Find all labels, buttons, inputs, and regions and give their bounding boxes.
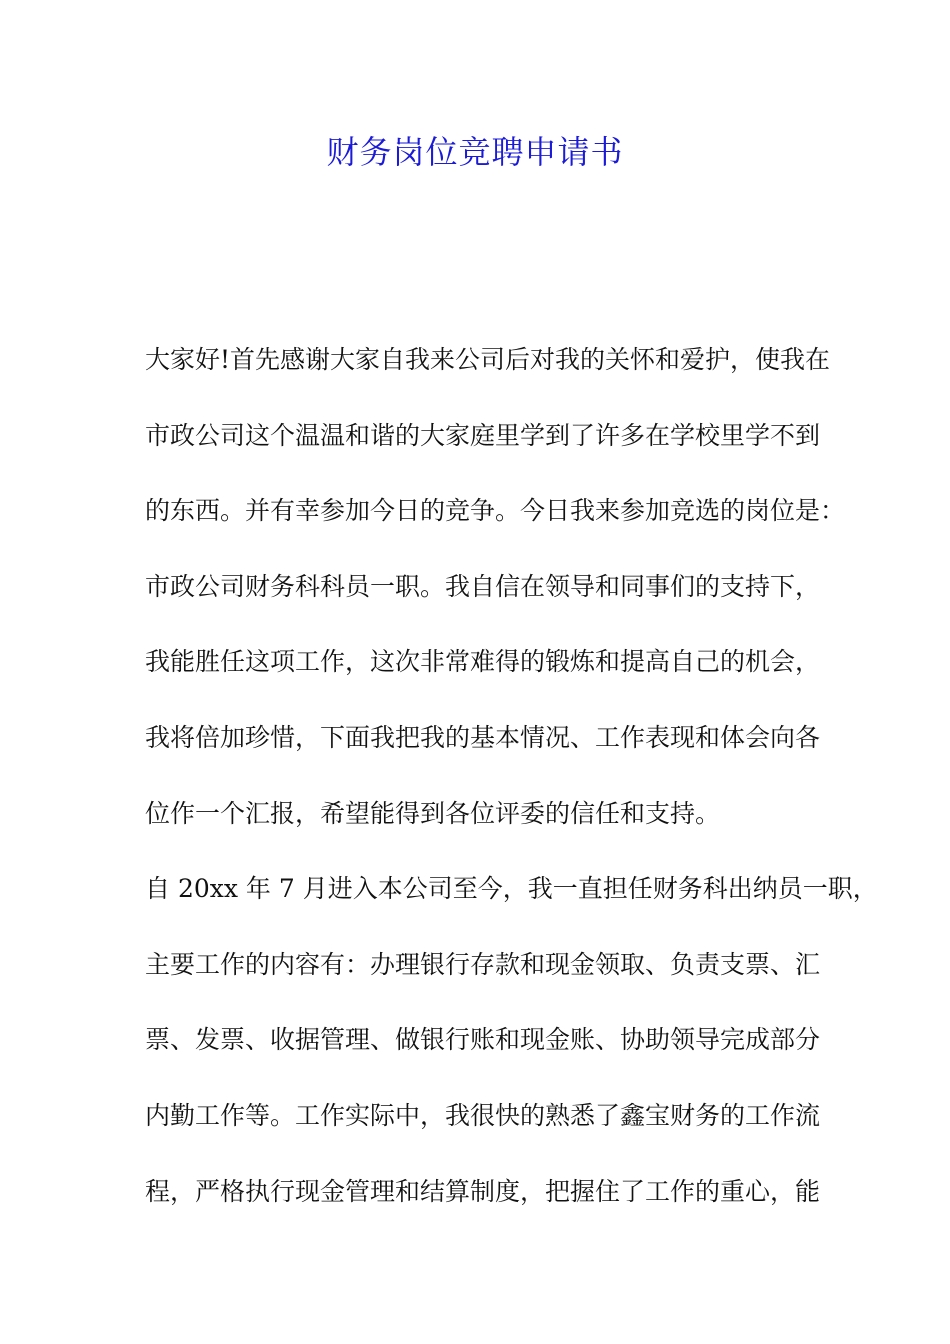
body-line: 程，严格执行现金管理和结算制度，把握住了工作的重心，能 [145,1176,821,1206]
body-line: 我能胜任这项工作，这次非常难得的锻炼和提高自己的机会， [145,647,821,677]
body-line: 位作一个汇报，希望能得到各位评委的信任和支持。 [145,798,721,828]
document-title: 财务岗位竞聘申请书 [326,133,624,171]
body-line: 主要工作的内容有：办理银行存款和现金领取、负责支票、汇 [145,949,821,979]
body-line: 的东西。并有幸参加今日的竞争。今日我来参加竞选的岗位是： [145,496,846,526]
body-line: 大家好!首先感谢大家自我来公司后对我的关怀和爱护，使我在 [145,345,831,374]
body-line: 票、发票、收据管理、做银行账和现金账、协助领导完成部分 [145,1025,821,1055]
body-line: 市政公司这个温温和谐的大家庭里学到了许多在学校里学不到 [145,420,821,450]
body-line: 自 20xx 年 7 月进入本公司至今，我一直担任财务科出纳员一职， [145,874,878,904]
body-line: 我将倍加珍惜，下面我把我的基本情况、工作表现和体会向各 [145,722,821,752]
document-body [145,337,878,1244]
body-line: 内勤工作等。工作实际中，我很快的熟悉了鑫宝财务的工作流 [145,1100,821,1130]
body-line: 市政公司财务科科员一职。我自信在领导和同事们的支持下， [145,571,821,601]
